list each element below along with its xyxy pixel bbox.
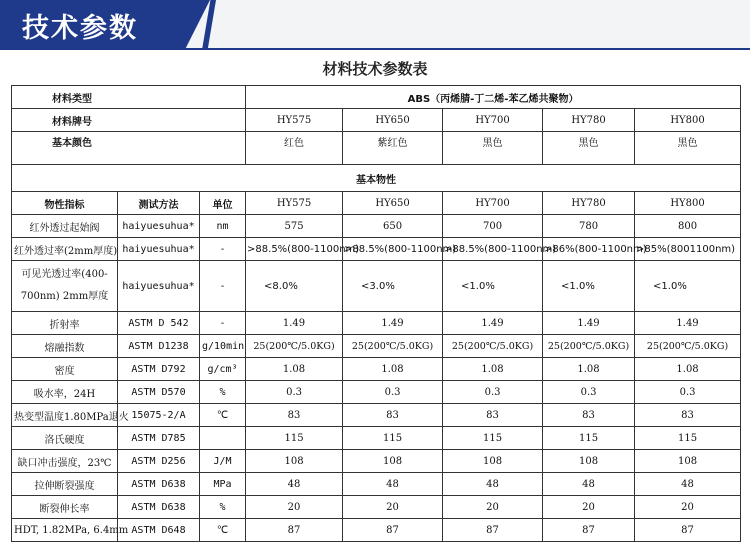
value-cell: 115 (443, 427, 543, 450)
method-cell: haiyuesuhua* (118, 261, 200, 312)
value-cell: <8.0% (246, 261, 343, 312)
value-cell: 1.08 (543, 358, 635, 381)
header-grade: HY800 (635, 192, 741, 215)
value-cell: 48 (343, 473, 443, 496)
method-cell: ASTM D570 (118, 381, 200, 404)
value-cell: 83 (543, 404, 635, 427)
value-cell: 0.3 (443, 381, 543, 404)
value-cell: <1.0% (635, 261, 741, 312)
value-cell: 115 (246, 427, 343, 450)
spec-table (11, 85, 741, 542)
header-row (12, 192, 741, 215)
value-cell: <1.0% (543, 261, 635, 312)
unit-cell: g/10min (200, 335, 246, 358)
value-cell: 20 (635, 496, 741, 519)
header-method: 测试方法 (118, 192, 200, 215)
method-cell: ASTM D638 (118, 473, 200, 496)
value-cell: 780 (543, 215, 635, 238)
property-cell: 热变型温度1.80MPa退火 (12, 404, 118, 427)
value-cell: 115 (635, 427, 741, 450)
value-cell: 25(200℃/5.0KG) (635, 335, 741, 358)
unit-cell: nm (200, 215, 246, 238)
unit-cell: - (200, 261, 246, 312)
method-cell: ASTM D648 (118, 519, 200, 542)
property-cell: 折射率 (12, 312, 118, 335)
property-cell: 缺口冲击强度，23℃ (12, 450, 118, 473)
unit-cell (200, 427, 246, 450)
value-cell: 800 (635, 215, 741, 238)
section-title: 基本物性 (12, 165, 741, 192)
value-cell: 20 (543, 496, 635, 519)
value-cell: 25(200℃/5.0KG) (443, 335, 543, 358)
unit-cell: g/cm³ (200, 358, 246, 381)
value-cell: 1.49 (635, 312, 741, 335)
property-cell: 吸水率，24H (12, 381, 118, 404)
unit-cell: ℃ (200, 519, 246, 542)
value-cell: 1.08 (343, 358, 443, 381)
value-cell: >85%(8001100nm) (635, 238, 741, 261)
method-cell: haiyuesuhua* (118, 215, 200, 238)
table-row (12, 238, 741, 261)
material-type-value: ABS（丙烯腈-丁二烯-苯乙烯共聚物） (246, 86, 741, 109)
table-row (12, 496, 741, 519)
material-grade-row (12, 109, 741, 132)
value-cell: 575 (246, 215, 343, 238)
header-grade: HY650 (343, 192, 443, 215)
page-banner (0, 0, 750, 50)
value-cell: 0.3 (343, 381, 443, 404)
unit-cell: % (200, 381, 246, 404)
table-row (12, 358, 741, 381)
property-cell: 洛氏硬度 (12, 427, 118, 450)
value-cell: 48 (443, 473, 543, 496)
value-cell: <3.0% (343, 261, 443, 312)
value-cell: 700 (443, 215, 543, 238)
method-cell: ASTM D1238 (118, 335, 200, 358)
grade-cell: HY575 (246, 109, 343, 132)
value-cell: 0.3 (246, 381, 343, 404)
property-cell: HDT, 1.82MPa, 6.4mm (12, 519, 118, 542)
grade-cell: HY650 (343, 109, 443, 132)
value-cell: 87 (543, 519, 635, 542)
base-color-label: 基本颜色 (12, 132, 246, 165)
value-cell: 83 (635, 404, 741, 427)
value-cell: 83 (443, 404, 543, 427)
header-grade: HY780 (543, 192, 635, 215)
table-row (12, 404, 741, 427)
material-grade-label: 材料牌号 (12, 109, 246, 132)
unit-cell: - (200, 312, 246, 335)
value-cell: 87 (343, 519, 443, 542)
value-cell: 83 (343, 404, 443, 427)
material-type-row (12, 86, 741, 109)
color-cell: 紫红色 (343, 132, 443, 165)
value-cell: >86%(800-1100nm) (543, 238, 635, 261)
banner-underline (0, 48, 750, 50)
value-cell: 0.3 (543, 381, 635, 404)
banner-title: 技术参数 (22, 13, 138, 44)
value-cell: 20 (443, 496, 543, 519)
value-cell: 25(200℃/5.0KG) (543, 335, 635, 358)
value-cell: 25(200℃/5.0KG) (246, 335, 343, 358)
value-cell: 20 (343, 496, 443, 519)
property-cell: 可见光透过率(400-700nm) 2mm厚度 (12, 261, 118, 312)
header-grade: HY700 (443, 192, 543, 215)
table-title: 材料技术参数表 (322, 60, 428, 78)
value-cell: 1.08 (635, 358, 741, 381)
header-unit: 单位 (200, 192, 246, 215)
header-property: 物性指标 (12, 192, 118, 215)
table-row (12, 450, 741, 473)
value-cell: 0.3 (635, 381, 741, 404)
value-cell: 1.49 (443, 312, 543, 335)
method-cell: haiyuesuhua* (118, 238, 200, 261)
section-row (12, 165, 741, 192)
value-cell: 108 (343, 450, 443, 473)
value-cell: 108 (443, 450, 543, 473)
property-cell: 熔融指数 (12, 335, 118, 358)
property-cell: 红外透过率(2mm厚度) (12, 238, 118, 261)
property-cell: 断裂伸长率 (12, 496, 118, 519)
unit-cell: J/M (200, 450, 246, 473)
unit-cell: % (200, 496, 246, 519)
unit-cell: - (200, 238, 246, 261)
value-cell: 87 (443, 519, 543, 542)
color-cell: 黑色 (443, 132, 543, 165)
unit-cell: MPa (200, 473, 246, 496)
value-cell: 83 (246, 404, 343, 427)
value-cell: 48 (246, 473, 343, 496)
table-row (12, 519, 741, 542)
method-cell: 15075-2/A (118, 404, 200, 427)
value-cell: 48 (543, 473, 635, 496)
grade-cell: HY800 (635, 109, 741, 132)
color-cell: 红色 (246, 132, 343, 165)
method-cell: ASTM D785 (118, 427, 200, 450)
table-row (12, 335, 741, 358)
color-cell: 黑色 (543, 132, 635, 165)
property-cell: 拉伸断裂强度 (12, 473, 118, 496)
value-cell: 25(200℃/5.0KG) (343, 335, 443, 358)
value-cell: 1.49 (543, 312, 635, 335)
unit-cell: ℃ (200, 404, 246, 427)
method-cell: ASTM D256 (118, 450, 200, 473)
property-cell: 红外透过起始阀 (12, 215, 118, 238)
header-grade: HY575 (246, 192, 343, 215)
method-cell: ASTM D792 (118, 358, 200, 381)
value-cell: 1.49 (246, 312, 343, 335)
value-cell: 87 (635, 519, 741, 542)
value-cell: 87 (246, 519, 343, 542)
value-cell: 1.08 (443, 358, 543, 381)
value-cell: 115 (543, 427, 635, 450)
method-cell: ASTM D 542 (118, 312, 200, 335)
value-cell: 1.49 (343, 312, 443, 335)
grade-cell: HY700 (443, 109, 543, 132)
color-cell: 黑色 (635, 132, 741, 165)
value-cell: >88.5%(800-1100nm) (343, 238, 443, 261)
value-cell: 108 (635, 450, 741, 473)
value-cell: <1.0% (443, 261, 543, 312)
table-row (12, 215, 741, 238)
value-cell: 115 (343, 427, 443, 450)
property-cell: 密度 (12, 358, 118, 381)
value-cell: 108 (543, 450, 635, 473)
base-color-row (12, 132, 741, 165)
table-row (12, 261, 741, 312)
value-cell: >88.5%(800-1100nm) (246, 238, 343, 261)
value-cell: 108 (246, 450, 343, 473)
table-row (12, 381, 741, 404)
table-row (12, 473, 741, 496)
value-cell: 650 (343, 215, 443, 238)
table-row (12, 427, 741, 450)
material-type-label: 材料类型 (12, 86, 246, 109)
value-cell: 48 (635, 473, 741, 496)
table-row (12, 312, 741, 335)
value-cell: >88.5%(800-1100nm) (443, 238, 543, 261)
grade-cell: HY780 (543, 109, 635, 132)
value-cell: 20 (246, 496, 343, 519)
method-cell: ASTM D638 (118, 496, 200, 519)
value-cell: 1.08 (246, 358, 343, 381)
